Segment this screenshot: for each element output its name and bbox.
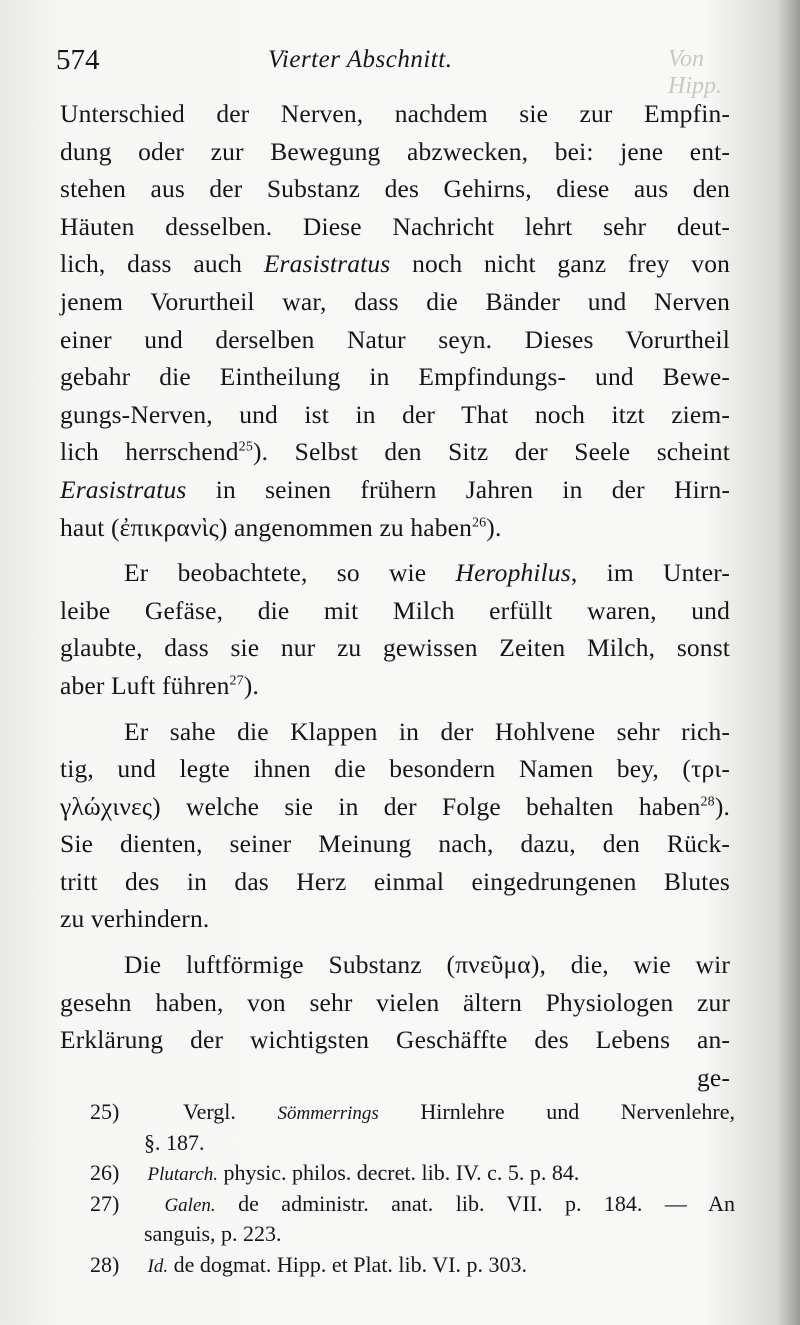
text-line: Häuten desselben. Diese Nachricht lehrt sehr deut-	[60, 211, 730, 241]
text-run: γλώχινες) welche sie in der Folge behalten haben	[60, 791, 701, 821]
text-run: haut (ἐπικρανὶς) angenommen zu haben	[60, 512, 472, 542]
text-line: Unterschied der Nerven, nachdem sie zur Empfin-	[60, 99, 730, 128]
person-name-italic: Erasistratus	[263, 249, 391, 279]
footnote	[90, 1250, 735, 1281]
text-line: dung oder zur Bewegung abzwecken, bei: jene ent-	[60, 136, 730, 166]
text-line: Sie dienten, seiner Meinung nach, dazu, den Rück-	[60, 829, 730, 859]
person-name-italic: Herophilus	[455, 558, 571, 588]
footnote-number: 27)	[90, 1190, 120, 1216]
footnote-author-italic: Galen.	[164, 1194, 216, 1216]
bleed-through-text: Von Hipp.	[668, 46, 722, 99]
text-line	[60, 509, 730, 547]
footnote-author-italic: Plutarch.	[147, 1164, 219, 1185]
text-line: leibe Gefäse, die mit Milch erfüllt waren, und	[60, 595, 730, 625]
main-text	[60, 95, 730, 1096]
footnote-number: 25)	[90, 1099, 120, 1124]
footnote-number: 28)	[90, 1251, 120, 1277]
text-line: jenem Vorurtheil war, dass die Bänder und Nerven	[60, 286, 730, 316]
text-line	[60, 433, 730, 471]
footnotes	[90, 1097, 735, 1280]
text-line: gungs-Nerven, und ist in der That noch itzt ziem-	[60, 399, 730, 429]
text-line: Erklärung der wichtigsten Geschäffte des Lebens an-	[60, 1025, 730, 1055]
text-line: glaubte, dass sie nur zu gewissen Zeiten Milch, sonst	[60, 633, 730, 663]
footnote-text: de administr. anat. lib. VII. p. 184. — An	[238, 1190, 736, 1216]
footnote-text: de dogmat. Hipp. et Plat. lib. VI. p. 303.	[173, 1251, 527, 1277]
text-line	[60, 788, 730, 826]
text-line: gesehn haben, von sehr vielen ältern Physiologen zur	[60, 987, 730, 1017]
footnote-ref: 27	[229, 673, 244, 689]
text-line	[60, 554, 730, 592]
catchword: ge-	[696, 1062, 730, 1092]
text-line: stehen aus der Substanz des Gehirns, diese aus den	[60, 174, 730, 204]
text-run: lich, dass auch	[60, 249, 243, 279]
page-number: 574	[56, 44, 100, 76]
text-run: ). Selbst den Sitz der Seele scheint	[252, 437, 730, 467]
text-line: tig, und legte ihnen die besondern Namen bey, (τρι-	[60, 754, 730, 784]
text-line: einer und derselben Natur seyn. Dieses Vorurtheil	[60, 324, 730, 354]
text-line: gebahr die Eintheilung in Empfindungs- und Bewe-	[60, 362, 730, 392]
page-header	[56, 40, 746, 99]
footnote-ref: 25	[238, 439, 253, 455]
text-run: ).	[486, 512, 502, 542]
text-run: ).	[714, 791, 730, 821]
footnote-continuation: §. 187.	[144, 1129, 205, 1155]
text-line: tritt des in das Herz einmal eingedrungenen Blutes	[60, 866, 730, 896]
text-run: ).	[243, 670, 259, 700]
footnote	[90, 1097, 735, 1128]
footnote	[90, 1158, 735, 1189]
footnote-number: 26)	[90, 1160, 120, 1185]
text-run: noch nicht ganz frey von	[412, 249, 730, 279]
text-run: in seinen frühern Jahren in der Hirn-	[215, 474, 730, 504]
text-run: aber Luft führen	[60, 670, 230, 700]
text-line	[60, 667, 730, 705]
text-line	[60, 471, 730, 509]
text-line	[60, 245, 730, 283]
person-name-italic: Erasistratus	[60, 474, 187, 504]
footnote-text: Hirnlehre und Nervenlehre,	[420, 1099, 736, 1124]
text-run: lich herrschend	[60, 437, 239, 467]
footnote-ref: 26	[471, 515, 487, 531]
footnote-text: Vergl.	[183, 1099, 236, 1124]
text-run: , im Unter-	[570, 558, 730, 588]
text-line: Die luftförmige Substanz (πνεῦμα), die, wie wir	[124, 950, 730, 980]
text-line: zu verhindern.	[60, 904, 210, 934]
footnote-author-italic: Id.	[147, 1255, 169, 1277]
footnote-ref: 28	[700, 794, 715, 810]
footnote-text: physic. philos. decret. lib. IV. c. 5. p. 84.	[223, 1160, 580, 1185]
running-title: Vierter Abschnitt.	[268, 46, 453, 73]
footnote	[90, 1189, 735, 1220]
footnote-author-italic: Sömmerrings	[277, 1103, 379, 1124]
text-line: Er sahe die Klappen in der Hohlvene sehr rich-	[124, 716, 730, 746]
text-run: Er beobachtete, so wie	[124, 558, 427, 588]
footnote-continuation: sanguis, p. 223.	[144, 1221, 282, 1246]
